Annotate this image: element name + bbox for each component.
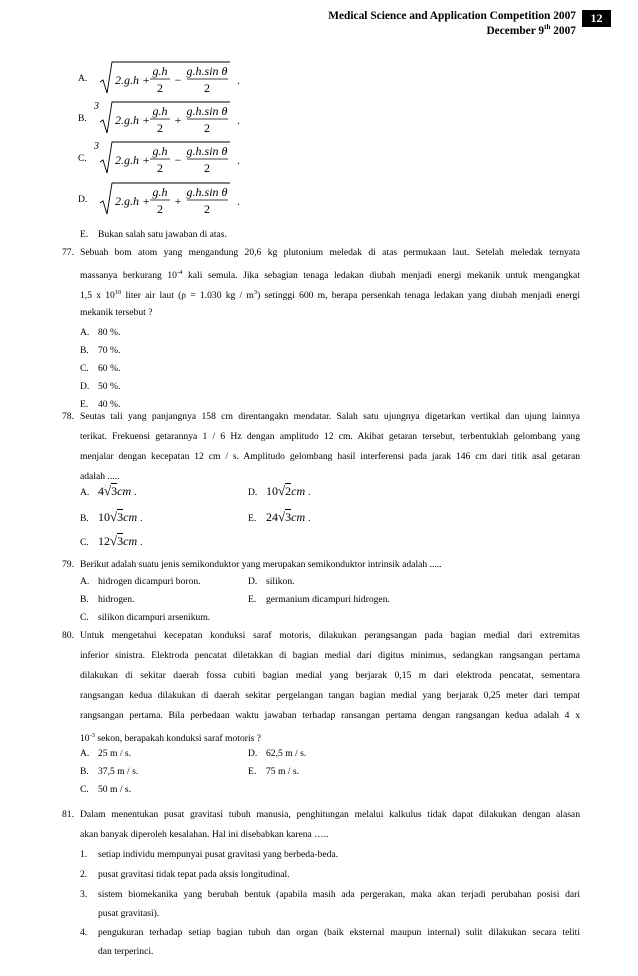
q80-line-6-start: 10	[80, 733, 90, 745]
q77-line-1: Sebuah bom atom yang mengandung 20,6 kg plutonium meledak di atas permukaan laut. Setelah meledak ternyata	[80, 247, 580, 258]
q76-formula-option	[78, 181, 278, 217]
sqrt-icon: √	[110, 509, 118, 524]
q80-number: 80.	[62, 630, 74, 641]
option-letter: B.	[78, 113, 87, 124]
q77-line-4: mekanik tersebut ?	[80, 307, 153, 318]
option-text: germanium dicampuri hidrogen.	[266, 594, 390, 605]
q77-line-3-rest: ) setinggi 600 m, berapa persenkah tenaga ledakan yang diubah menjadi energi	[257, 290, 580, 302]
option-text: hidrogen.	[98, 594, 135, 605]
q80-line-5: rangsangan pertama. Bila perbedaan waktu jawaban terhadap ransangan pertama dengan rangsangan kedua adalah 4 x	[80, 710, 580, 721]
unit: cm	[291, 484, 306, 498]
sqrt-icon: √	[278, 483, 286, 498]
option-letter: C.	[80, 784, 89, 795]
formula-operator: −	[174, 153, 182, 167]
option-text: 50 m / s.	[98, 784, 132, 795]
option-letter: D.	[248, 748, 258, 759]
formula-lead-term: 2.g.h +	[115, 153, 151, 167]
sqrt-icon: √	[278, 509, 286, 524]
q80-line-6-rest: sekon, berapakah konduksi saraf motoris ?	[95, 733, 261, 745]
formula-numerator-2: g.h.sin θ	[186, 185, 228, 199]
formula-denominator-2: 2	[204, 161, 210, 175]
q78-option	[80, 484, 137, 500]
option-letter: D.	[248, 576, 258, 587]
q78-line-4: adalah .....	[80, 471, 120, 482]
option-period: .	[134, 487, 137, 498]
statement-number: 4.	[80, 927, 88, 938]
option-letter: C.	[80, 537, 89, 548]
q78-line-3: menjalar dengan kecepatan 12 cm / s. Amplitudo gelombang hasil interferensi pada jarak 146 cm dari titik asal getaran	[80, 451, 580, 462]
formula-numerator-1: g.h	[152, 185, 168, 199]
statement-number: 1.	[80, 849, 88, 860]
q81-line-2: akan banyak diperoleh kesalahan. Hal ini disebabkan karena …..	[80, 829, 329, 840]
root-index: 3	[94, 141, 99, 152]
header-competition-title: Medical Science and Application Competition 2007	[328, 10, 576, 22]
formula-numerator-2: g.h.sin θ	[186, 144, 228, 158]
page-header	[328, 9, 576, 38]
option-letter: D.	[78, 194, 88, 205]
formula-denominator-2: 2	[204, 202, 210, 216]
formula-denominator-2: 2	[204, 121, 210, 135]
q77-exponent-3: 3	[253, 289, 258, 296]
option-text: 62,5 m / s.	[266, 748, 307, 759]
option-period: .	[140, 513, 143, 524]
option-period: .	[140, 537, 143, 548]
radicand: 3	[111, 484, 118, 498]
formula-numerator-2: g.h.sin θ	[186, 64, 228, 78]
formula-expression	[98, 140, 278, 176]
option-text: 40 %.	[98, 399, 121, 410]
option-letter: E.	[80, 229, 89, 240]
option-letter: C.	[78, 153, 87, 164]
option-letter: B.	[80, 345, 89, 356]
q76-formula-option	[78, 60, 278, 96]
option-letter: C.	[80, 612, 89, 623]
q80-line-4: rangsangan kedua dilakukan di daerah sekitar pergelangan tangan bagian medial yang berjarak 0,25 meter dari tempat	[80, 690, 580, 701]
q76-formula-option	[78, 140, 278, 176]
statement-text: pusat gravitasi).	[98, 908, 160, 919]
formula-operator: +	[174, 194, 182, 208]
option-text: 70 %.	[98, 345, 121, 356]
statement-text: dan terperinci.	[98, 946, 154, 957]
q80-line-2: inferior sinistra. Elektroda pencatat diletakkan di bagian medial dari digitus minimus, sedangkan rangsangan pertama	[80, 650, 580, 661]
q79-line: Berikut adalah suatu jenis semikonduktor yang merupakan semikonduktor intrinsik adalah .....	[80, 559, 442, 570]
q77-exponent-2: 10	[114, 289, 122, 296]
formula-period: .	[237, 194, 240, 208]
sqrt-icon: √	[104, 483, 112, 498]
coefficient: 24	[266, 510, 278, 524]
q78-option	[248, 510, 311, 526]
formula-period: .	[237, 113, 240, 127]
option-letter: A.	[80, 487, 90, 498]
option-text: 75 m / s.	[266, 766, 300, 777]
option-letter: B.	[80, 766, 89, 777]
q81-line-1: Dalam menentukan pusat gravitasi tubuh manusia, penghitungan melalui kalkulus tidak dapat dilakukan dengan alasan	[80, 809, 580, 820]
option-letter: B.	[80, 513, 89, 524]
option-letter: E.	[248, 594, 257, 605]
radicand: 3	[117, 510, 124, 524]
q78-number: 78.	[62, 411, 74, 422]
unit: cm	[117, 484, 132, 498]
header-date-suffix: th	[544, 22, 551, 31]
q79-number: 79.	[62, 559, 74, 570]
page-number: 12	[582, 10, 611, 27]
formula-denominator-2: 2	[204, 81, 210, 95]
radicand: 3	[117, 534, 124, 548]
formula-expression	[98, 181, 278, 217]
formula-period: .	[237, 153, 240, 167]
option-letter: A.	[78, 73, 88, 84]
q77-line-2	[80, 266, 580, 282]
option-period: .	[308, 487, 311, 498]
unit: cm	[291, 510, 306, 524]
q76-formula-option	[78, 100, 278, 136]
formula-denominator-1: 2	[157, 81, 163, 95]
statement-number: 3.	[80, 889, 88, 900]
formula-expression	[98, 60, 278, 96]
sqrt-icon: √	[110, 533, 118, 548]
statement-text: sistem biomekanika yang berubah bentuk (apabila masih ada pergerakan, maka akan terjadi perubahan posisi dari	[98, 889, 580, 900]
q80-exponent: -3	[89, 732, 96, 739]
coefficient: 4	[98, 484, 104, 498]
option-text: silikon dicampuri arsenikum.	[98, 612, 211, 623]
q80-line-1: Untuk mengetahui kecepatan konduksi saraf motoris, dilakukan perangsangan pada bagian medial dari extremitas	[80, 630, 580, 641]
option-letter: E.	[248, 766, 257, 777]
q77-exponent: -4	[176, 269, 183, 276]
option-text: 80 %.	[98, 327, 121, 338]
option-letter: B.	[80, 594, 89, 605]
option-letter: C.	[80, 363, 89, 374]
statement-number: 2.	[80, 869, 88, 880]
q78-option	[80, 534, 143, 550]
formula-lead-term: 2.g.h +	[115, 73, 151, 87]
formula-denominator-1: 2	[157, 121, 163, 135]
option-letter: A.	[80, 748, 90, 759]
header-date-year: 2007	[550, 24, 576, 37]
option-text: 50 %.	[98, 381, 121, 392]
q80-line-3: dilakukan di sekitar daerah fossa cubiti bagian medial yang berjarak 0,15 m dari elektroda pencatat, sementara	[80, 670, 580, 681]
option-letter: E.	[248, 513, 257, 524]
formula-denominator-1: 2	[157, 202, 163, 216]
option-letter: D.	[80, 381, 90, 392]
q77-line-3-mid: liter air laut (ρ = 1.030 kg / m	[121, 290, 254, 302]
option-text: 60 %.	[98, 363, 121, 374]
option-letter: A.	[80, 327, 90, 338]
formula-operator: −	[174, 73, 182, 87]
option-period: .	[308, 513, 311, 524]
statement-text: pusat gravitasi tidak tepat pada aksis longitudinal.	[98, 869, 290, 880]
formula-operator: +	[174, 113, 182, 127]
header-date-day: December 9	[486, 24, 545, 37]
q81-number: 81.	[62, 809, 74, 820]
header-date	[328, 24, 576, 39]
q78-option	[248, 484, 311, 500]
coefficient: 10	[266, 484, 278, 498]
option-text: Bukan salah satu jawaban di atas.	[98, 229, 227, 240]
formula-denominator-1: 2	[157, 161, 163, 175]
q77-line-2-start: massanya berkurang 10	[80, 270, 177, 282]
q80-line-6	[80, 729, 261, 745]
formula-lead-term: 2.g.h +	[115, 194, 151, 208]
root-index: 3	[94, 101, 99, 112]
coefficient: 12	[98, 534, 110, 548]
option-text: silikon.	[266, 576, 295, 587]
option-text: hidrogen dicampuri boron.	[98, 576, 201, 587]
option-text: 37,5 m / s.	[98, 766, 139, 777]
unit: cm	[123, 534, 138, 548]
q77-line-2-rest: kali semula. Jika sebagian tenaga ledakan diubah menjadi energi mekanik untuk mengangkat	[182, 270, 580, 282]
radicand: 2	[285, 484, 292, 498]
formula-period: .	[237, 73, 240, 87]
q78-line-1: Seutas tali yang panjangnya 158 cm direntangakn mendatar. Salah satu ujungnya digetarkan vertikal dan ujung lainnya	[80, 411, 580, 422]
formula-numerator-1: g.h	[152, 144, 168, 158]
radicand: 3	[285, 510, 292, 524]
coefficient: 10	[98, 510, 110, 524]
formula-numerator-1: g.h	[152, 64, 168, 78]
q78-line-2: terikat. Frekuensi getarannya 1 / 6 Hz dengan amplitudo 12 cm. Akibat getaran tersebut, terbentuklah gelombang yang	[80, 431, 580, 442]
formula-numerator-2: g.h.sin θ	[186, 104, 228, 118]
q77-line-3-start: 1,5 x 10	[80, 290, 115, 302]
option-letter: E.	[80, 399, 89, 410]
option-letter: D.	[248, 487, 258, 498]
formula-expression	[98, 100, 278, 136]
q77-number: 77.	[62, 247, 74, 258]
formula-lead-term: 2.g.h +	[115, 113, 151, 127]
statement-text: pengukuran terhadap setiap bagian tubuh dan organ (baik eksternal maupun internal) sulit dilakukan secara teliti	[98, 927, 580, 938]
formula-numerator-1: g.h	[152, 104, 168, 118]
statement-text: setiap individu mempunyai pusat gravitasi yang berbeda-beda.	[98, 849, 339, 860]
q78-option	[80, 510, 143, 526]
q77-line-3	[80, 286, 580, 302]
unit: cm	[123, 510, 138, 524]
option-letter: A.	[80, 576, 90, 587]
option-text: 25 m / s.	[98, 748, 132, 759]
